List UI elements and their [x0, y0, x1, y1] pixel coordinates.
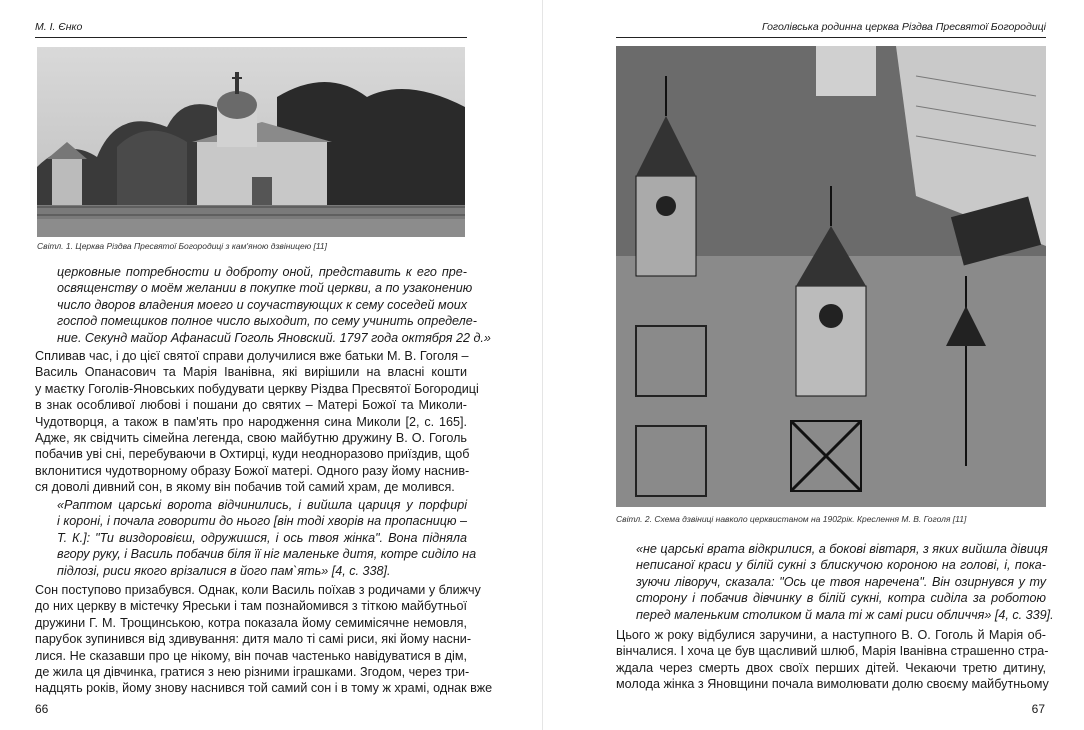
quote-block-3 [636, 541, 1054, 623]
text-line: церковные потребности и доброту оной, представить к его пре- [57, 265, 467, 279]
text-line: господ помещиков полное число выходит, по сему учинить определе- [57, 314, 477, 329]
text-line: підлозі, риси якого врізалися в його пам`ять» [4, с. 338]. [57, 563, 391, 578]
body-paragraph-1 [35, 348, 479, 496]
text-line: Т. К.]: "Ти виздоровієш, одружишся, і ось твоя жінка". Вона підняла [57, 530, 467, 545]
text-line: надцять років, йому знову наснився той самий сон і в тому ж храмі, однак вже [35, 681, 493, 696]
quote-block-1 [57, 264, 491, 346]
text-line: Цього ж року відбулися заручини, а наступного В. О. Гоголь й Марія об- [616, 628, 1046, 642]
text-line: число дворов владения моего и соучаствующих к сему соседей моих [57, 297, 467, 312]
text-line: вінчалися. І хоча це був щасливий шлюб, Марія Іванівна страшенно стра- [616, 644, 1049, 659]
running-head-author: М. І. Єнко [35, 21, 83, 33]
body-paragraph-3 [616, 627, 1049, 693]
text-line: до них церкву в містечку Яреськи і там познайомився з тіткою майбутньої [35, 599, 467, 614]
text-line: лися. Не сказавши про це нікому, він почав частенько навідуватися в дім, [35, 648, 467, 663]
figure-1-caption: Світл. 1. Церква Різдва Пресвятої Богородиці з кам'яною дзвіницею [11] [37, 241, 328, 251]
church-photo [37, 47, 465, 237]
header-rule [616, 37, 1046, 38]
text-line: ся доволі дивний сон, в якому він побачив той самий храм, де молився. [35, 480, 455, 495]
text-line: і короні, і почала говорити до нього [він тоді хворів на пропасницю – [57, 514, 467, 529]
text-line: у маєтку Гоголів-Яновських побудувати церкву Різдва Пресвятої Богородиці [35, 381, 479, 396]
text-line: зуючи ліворуч, сказала: "Ось це твоя наречена". Він озирнувся у ту [636, 574, 1046, 589]
text-line: «Раптом царські ворота відчинились, і вийшла цариця у порфирі [57, 498, 467, 512]
header-rule [35, 37, 467, 38]
text-line: в знак особливої любові і пошани до святих – Матері Божої та Миколи- [35, 398, 467, 413]
right-page [542, 0, 1084, 730]
page-number-left: 66 [35, 702, 49, 716]
text-line: перед маленьким столиком й мала ті ж самі риси обличчя» [4, с. 339]. [636, 607, 1054, 622]
figure-2-caption: Світл. 2. Схема дзвіниці навколо церквистаном на 1902рік. Креслення М. В. Гоголя [11] [616, 514, 967, 524]
text-line: Сон поступово призабувся. Однак, коли Василь поїхав з родичами у ближчу [35, 583, 481, 597]
page-number-right: 67 [1031, 702, 1045, 716]
text-line: дружини Г. М. Трощинською, котра показала йому семимісячне немовля, [35, 615, 467, 630]
text-line: ние. Секунд майор Афанасий Гоголь Яновский. 1797 года октября 22 д.» [57, 330, 491, 345]
text-line: парубок зупинився від здивування: дитя мало ті самі риси, які йому насни- [35, 632, 472, 647]
text-line: сторону і побачив дівчинку в білій сукні, котра сиділа за роботою [636, 591, 1046, 606]
text-line: Спливав час, і до цієї святої справи долучилися вже батьки М. В. Гоголя – [35, 349, 469, 363]
text-line: вгору руку, і Василь побачив біля її ніг маленьке дитя, котре сиділо на [57, 547, 477, 562]
text-line: побачив уві сні, перебуваючи в Охтирці, куди неодноразово приїздив, щоб [35, 447, 470, 462]
text-line: де жила ця дівчинка, гратися з нею різними іграшками. Згодом, через три- [35, 664, 470, 679]
quote-block-2 [57, 497, 477, 579]
text-line: молода жінка з Яновщини почала вимолювати долю своєму майбутньому [616, 677, 1049, 692]
text-line: Чудотворця, а також в пам'ять про народження сина Миколи [2, с. 165]. [35, 414, 467, 429]
text-line: неписаної краси у білій сукні з блискучою короною на голові, і, пока- [636, 558, 1046, 573]
text-line: Василь Опанасович та Марія Іванівна, які вирішили на власні кошти [35, 365, 467, 380]
running-head-title: Гоголівська родинна церква Різдва Пресвятої Богородиці [761, 21, 1046, 33]
text-line: ждала через смерть двох своїх перших дітей. Чекаючи третю дитину, [616, 660, 1046, 675]
belfry-drawing [616, 46, 1046, 507]
text-line: освященству о моём желании в покупке той церкви, а по узаконению [57, 281, 473, 296]
text-line: Адже, як свідчить сімейна легенда, свою майбутню дружину В. О. Гоголь [35, 430, 467, 445]
body-paragraph-2 [35, 582, 493, 697]
text-line: «не царські врата відкрилися, а бокові вівтаря, з яких вийшла дівиця [636, 542, 1048, 556]
text-line: вклонитися чудотворному образу Божої матері. Одного разу йому наснив- [35, 463, 470, 478]
